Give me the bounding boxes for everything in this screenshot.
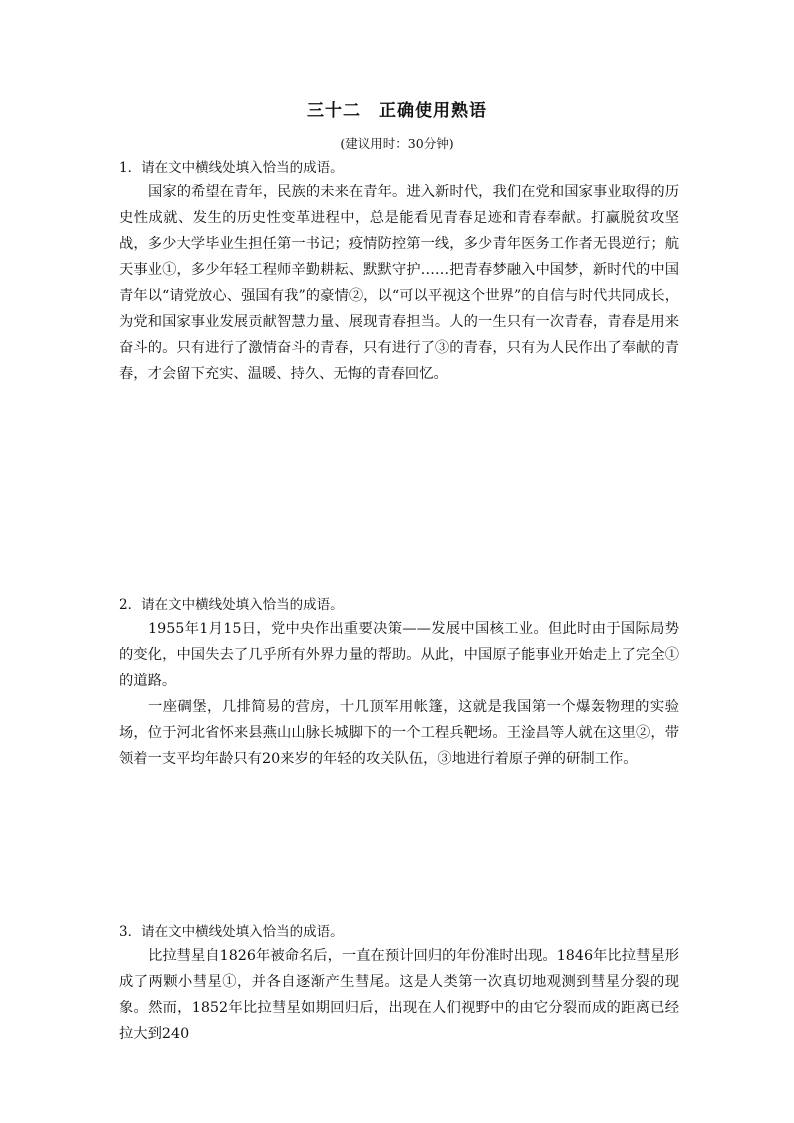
passage-paragraph: 1955年1月15日，党中央作出重要决策——发展中国核工业。但此时由于国际局势的变化，中国失去了几乎所有外界力量的帮助。从此，中国原子能事业开始走上了完全①的道路。 bbox=[119, 621, 679, 689]
page-title: 三十二 正确使用熟语 bbox=[307, 101, 487, 121]
question-3 bbox=[119, 921, 679, 1047]
question-1 bbox=[119, 157, 679, 387]
passage-paragraph: 一座碉堡，几排简易的营房，十几顶军用帐篷，这就是我国第一个爆轰物理的实验场，位于河北省怀来县燕山山脉长城脚下的一个工程兵靶场。王淦昌等人就在这里②，带领着一支平均年龄只有20来岁的年轻的攻关队伍，③地进行着原子弹的研制工作。 bbox=[119, 699, 679, 767]
question-instruction: 请在文中横线处填入恰当的成语。 bbox=[141, 597, 344, 613]
question-instruction: 请在文中横线处填入恰当的成语。 bbox=[141, 160, 344, 176]
suggested-time: (建议用时：30分钟) bbox=[340, 136, 454, 151]
question-number: 3． bbox=[119, 924, 142, 940]
passage-paragraph: 国家的希望在青年，民族的未来在青年。进入新时代，我们在党和国家事业取得的历史性成就、发生的历史性变革进程中，总是能看见青春足迹和青春奉献。打赢脱贫攻坚战，多少大学毕业生担任第一书记；疫情防控第一线，多少青年医务工作者无畏逆行；航天事业①，多少年轻工程师辛勤耕耘、默默守护……把青春梦融入中国梦，新时代的中国青年以“请党放心、强国有我”的豪情②，以“可以平视这个世界”的自信与时代共同成长，为党和国家事业发展贡献智慧力量、展现青春担当。人的一生只有一次青春，青春是用来奋斗的。只有进行了激情奋斗的青春，只有进行了③的青春，只有为人民作出了奉献的青春，才会留下充实、温暖、持久、无悔的青春回忆。 bbox=[119, 184, 679, 382]
question-instruction: 请在文中横线处填入恰当的成语。 bbox=[141, 924, 344, 940]
question-prompt bbox=[119, 594, 679, 616]
question-prompt bbox=[119, 921, 679, 943]
question-prompt bbox=[119, 157, 679, 179]
question-2 bbox=[119, 594, 679, 772]
passage-paragraph: 比拉彗星自1826年被命名后，一直在预计回归的年份准时出现。1846年比拉彗星形成了两颗小彗星①，并各自逐渐产生彗尾。这是人类第一次真切地观测到彗星分裂的现象。然而，1852年比拉彗星如期回归后，出现在人们视野中的由它分裂而成的距离已经拉大到240 bbox=[119, 948, 679, 1042]
question-number: 2． bbox=[119, 597, 142, 613]
question-number: 1． bbox=[119, 160, 142, 176]
